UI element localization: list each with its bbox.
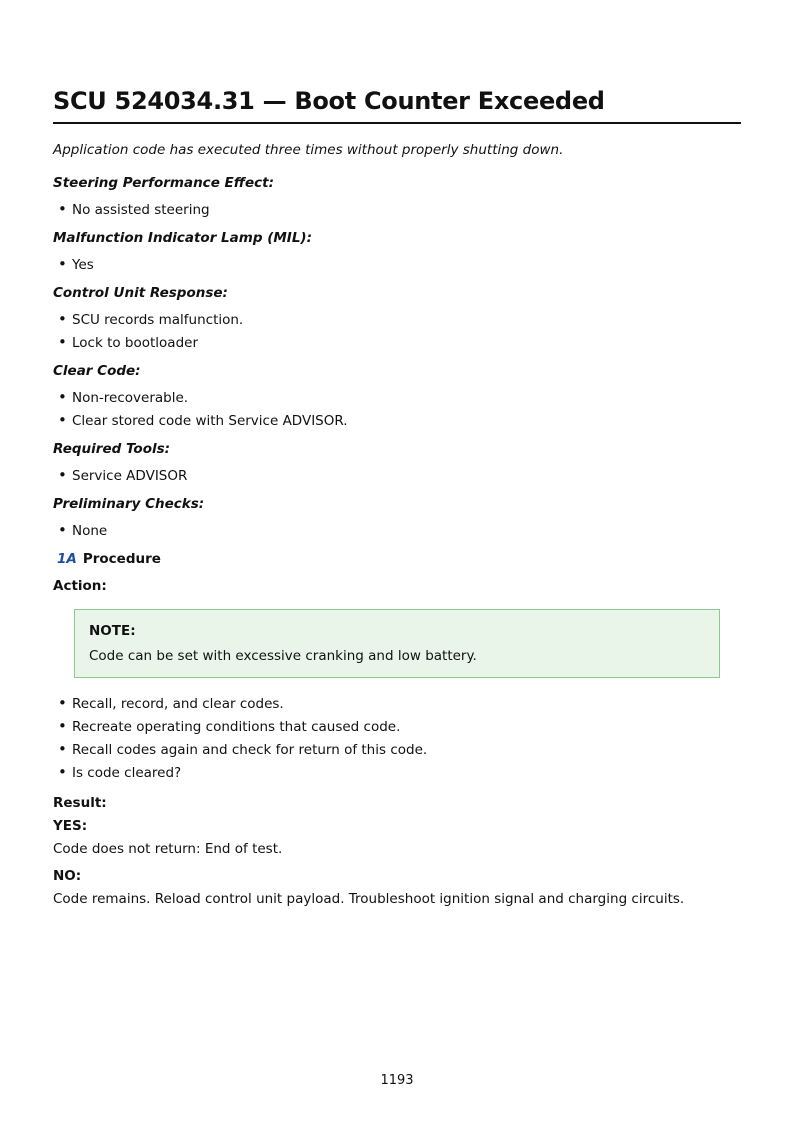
list-item: • Recall codes again and check for return of this code. [53, 741, 741, 759]
list-item: • None [53, 522, 741, 540]
section-mil [53, 229, 741, 274]
action-label: Action: [53, 578, 107, 594]
section-steering-effect [53, 174, 741, 219]
list-item: • Yes [53, 256, 741, 274]
bullet-list [53, 389, 741, 430]
procedure-step-number: 1A [57, 551, 77, 567]
list-item: • Non-recoverable. [53, 389, 741, 407]
section-preliminary-checks [53, 495, 741, 540]
intro-text: Application code has executed three times without properly shutting down. [53, 142, 564, 158]
section-control-unit-response [53, 284, 741, 352]
document-content [53, 141, 741, 915]
result-label: Result: [53, 795, 107, 811]
list-item: • Lock to bootloader [53, 334, 741, 352]
section-required-tools [53, 440, 741, 485]
procedure-heading [53, 550, 741, 568]
section-label: Required Tools: [53, 441, 171, 457]
bullet-list [53, 467, 741, 485]
bullet-list [53, 256, 741, 274]
section-label: Preliminary Checks: [53, 496, 205, 512]
list-item: • No assisted steering [53, 201, 741, 219]
procedure-heading-text: Procedure [82, 551, 161, 567]
list-item: • SCU records malfunction. [53, 311, 741, 329]
section-label: Malfunction Indicator Lamp (MIL): [53, 230, 312, 246]
note-box [74, 609, 720, 678]
note-title: NOTE: [89, 623, 136, 639]
list-item: • Is code cleared? [53, 764, 741, 782]
yes-label: YES: [53, 818, 88, 834]
bullet-list [53, 201, 741, 219]
section-clear-code [53, 362, 741, 430]
note-text: Code can be set with excessive cranking and low battery. [89, 648, 477, 664]
bullet-list [53, 522, 741, 540]
section-label: Clear Code: [53, 363, 141, 379]
page-title: SCU 524034.31 — Boot Counter Exceeded [53, 86, 741, 124]
list-item: • Clear stored code with Service ADVISOR. [53, 412, 741, 430]
page-number: 1193 [380, 1073, 414, 1088]
no-label: NO: [53, 868, 82, 884]
section-label: Steering Performance Effect: [53, 175, 275, 191]
no-text: Code remains. Reload control unit payload. Troubleshoot ignition signal and charging circuits. [53, 891, 685, 907]
bullet-list [53, 311, 741, 352]
list-item: • Recreate operating conditions that caused code. [53, 718, 741, 736]
section-label: Control Unit Response: [53, 285, 228, 301]
list-item: • Service ADVISOR [53, 467, 741, 485]
action-list [53, 695, 741, 782]
list-item: • Recall, record, and clear codes. [53, 695, 741, 713]
yes-text: Code does not return: End of test. [53, 841, 283, 857]
